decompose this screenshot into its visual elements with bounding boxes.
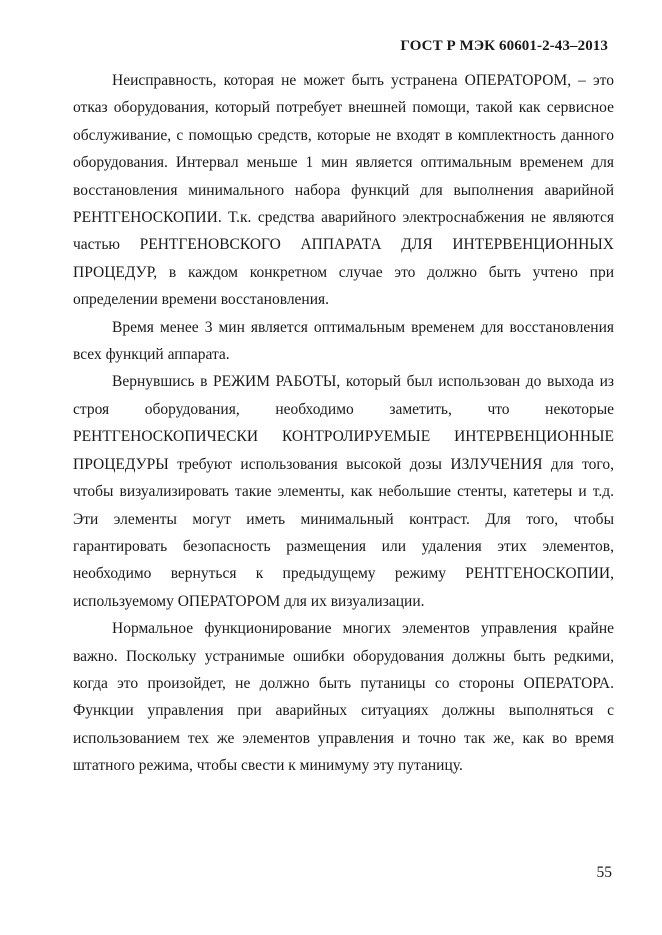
- paragraph-operating-mode: Вернувшись в РЕЖИМ РАБОТЫ, который был использован до выхода из строя оборудования, необходимо заметить, что некоторые РЕНТГЕНОСКОПИЧЕСКИ КОНТРОЛИРУЕМЫЕ ИНТЕРВЕНЦИОННЫЕ ПРОЦЕДУРЫ требуют использования высокой дозы ИЗЛУЧЕНИЯ для того, чтобы визуализировать такие элементы, как небольшие стенты, катетеры и т.д. Эти элементы могут иметь минимальный контраст. Для того, чтобы гарантировать безопасность размещения или удаления этих элементов, необходимо вернуться к предыдущему режиму РЕНТГЕНОСКОПИИ, используемому ОПЕРАТОРОМ для их визуализации.: [73, 373, 614, 610]
- paragraph-full-recovery-time: Время менее 3 мин является оптимальным временем для восстановления всех функций аппарата.: [73, 318, 614, 364]
- body-text: [73, 67, 614, 780]
- standard-header: ГОСТ Р МЭК 60601-2-43–2013: [400, 38, 608, 54]
- paragraph-failure-recovery: Неисправность, которая не может быть устранена ОПЕРАТОРОМ, – это отказ оборудования, который потребует внешней помощи, такой как сервисное обслуживание, с помощью средств, которые не входят в комплектность данного оборудования. Интервал меньше 1 мин является оптимальным временем для восстановления минимального набора функций для выполнения аварийной РЕНТГЕНОСКОПИИ. Т.к. средства аварийного электроснабжения не являются частью РЕНТГЕНОВСКОГО АППАРАТА ДЛЯ ИНТЕРВЕНЦИОННЫХ ПРОЦЕДУР, в каждом конкретном случае это должно быть учтено при определении времени восстановления.: [73, 72, 614, 309]
- paragraph-control-functions: Нормальное функционирование многих элементов управления крайне важно. Поскольку устранимые ошибки оборудования должны быть редкими, когда это произойдет, не должно быть путаницы со стороны ОПЕРАТОРА. Функции управления при аварийных ситуациях должны выполняться с использованием тех же элементов управления и точно так же, как во время штатного режима, чтобы свести к минимуму эту путаницу.: [73, 620, 614, 775]
- page-number: 55: [596, 864, 612, 881]
